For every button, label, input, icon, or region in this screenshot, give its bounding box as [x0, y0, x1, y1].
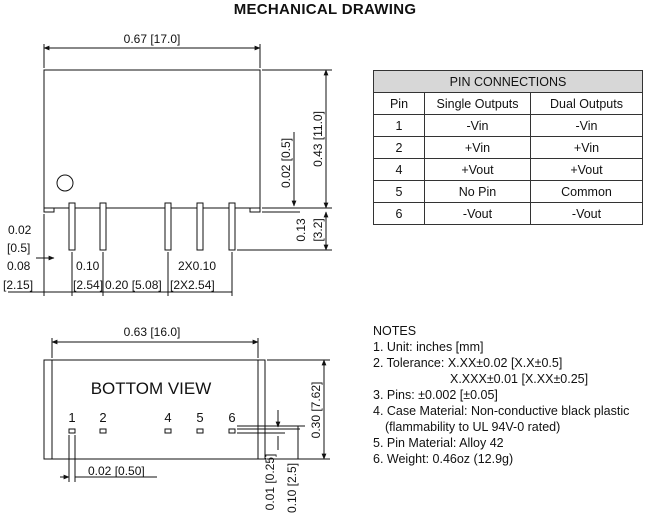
pad-6: [229, 429, 235, 433]
table-row: [374, 203, 643, 225]
pad-5: [197, 429, 203, 433]
note-line: 1. Unit: inches [mm]: [373, 340, 484, 354]
dim-left-offset-in: 0.08: [7, 259, 31, 273]
note-line: 2. Tolerance: X.XX±0.02 [X.X±0.5]: [373, 356, 563, 370]
note-line: 3. Pins: ±0.002 [±0.05]: [373, 388, 498, 402]
dim-pitch-mm: [2.54]: [73, 278, 104, 292]
bottom-pin-1: 1: [68, 410, 76, 425]
cell-single: -Vout: [425, 203, 531, 225]
cell-dual: +Vout: [531, 159, 643, 181]
pin-table-title: PIN CONNECTIONS: [374, 71, 643, 93]
pad-4: [165, 429, 171, 433]
pad-2: [100, 429, 106, 433]
dim-pin-thick: 0.01 [0.25]: [263, 453, 277, 511]
dim-edge-in: 0.02: [8, 223, 32, 237]
pin-table-header: [374, 93, 643, 115]
bottom-view-label: BOTTOM VIEW: [90, 379, 212, 398]
dim-pin-row: 0.10 [2.5]: [285, 462, 299, 514]
table-row: [374, 137, 643, 159]
module-body: [44, 70, 260, 208]
cell-dual: +Vin: [531, 137, 643, 159]
dim-dual-pitch-in: 2X0.10: [178, 259, 217, 273]
standoff-left: [44, 208, 54, 212]
note-line: 5. Pin Material: Alloy 42: [373, 436, 504, 450]
pin-1: [69, 203, 75, 250]
dim-width: 0.67 [17.0]: [123, 32, 181, 46]
bottom-pin-5: 5: [196, 410, 204, 425]
standoff-right: [250, 208, 260, 212]
cell-dual: Common: [531, 181, 643, 203]
note-line: 6. Weight: 0.46oz (12.9g): [373, 452, 514, 466]
page-title: MECHANICAL DRAWING: [233, 1, 417, 18]
pad-1: [69, 429, 75, 433]
dim-pin-length: 0.13: [294, 218, 308, 242]
dim-pitch-in: 0.10: [76, 259, 100, 273]
table-row: [374, 115, 643, 137]
cell-pin: 6: [374, 203, 425, 225]
pin-5: [197, 203, 203, 250]
cell-pin: 4: [374, 159, 425, 181]
bottom-pin-4: 4: [164, 410, 172, 425]
dim-pin-length-mm: [3.2]: [311, 218, 325, 242]
pin-2: [100, 203, 106, 250]
note-line: 4. Case Material: Non-conductive black plastic: [373, 404, 630, 418]
cell-single: +Vout: [425, 159, 531, 181]
dim-bottom-width: 0.63 [16.0]: [123, 325, 181, 339]
dim-bottom-height: 0.30 [7.62]: [309, 381, 323, 439]
bottom-view: [44, 338, 330, 482]
dim-left-offset-mm: [2.15]: [3, 278, 34, 292]
note-line: X.XXX±0.01 [X.XX±0.25]: [450, 372, 589, 386]
notes-title: NOTES: [373, 324, 417, 338]
cell-single: No Pin: [425, 181, 531, 203]
bottom-pin-6: 6: [228, 410, 236, 425]
note-line: (flammability to UL 94V-0 rated): [385, 420, 561, 434]
pin-connections-table: [373, 70, 643, 225]
cell-pin: 1: [374, 115, 425, 137]
table-row: [374, 159, 643, 181]
cell-dual: -Vin: [531, 115, 643, 137]
cell-dual: -Vout: [531, 203, 643, 225]
header-single: Single Outputs: [425, 93, 531, 115]
cell-single: -Vin: [425, 115, 531, 137]
bottom-pin-2: 2: [99, 410, 107, 425]
header-dual: Dual Outputs: [531, 93, 643, 115]
dim-edge-mm: [0.5]: [7, 241, 31, 255]
table-row: [374, 181, 643, 203]
dim-gap: 0.20 [5.08]: [105, 278, 162, 292]
pin-6: [229, 203, 235, 250]
dim-dual-pitch-mm: [2X2.54]: [170, 278, 215, 292]
pin-4: [165, 203, 171, 250]
header-pin: Pin: [374, 93, 425, 115]
cell-pin: 5: [374, 181, 425, 203]
dim-height: 0.43 [11.0]: [311, 111, 325, 167]
cell-single: +Vin: [425, 137, 531, 159]
cell-pin: 2: [374, 137, 425, 159]
notes: [373, 323, 629, 467]
dim-pin-width: 0.02 [0.50]: [88, 464, 145, 478]
dim-standoff: 0.02 [0.5]: [279, 137, 293, 189]
